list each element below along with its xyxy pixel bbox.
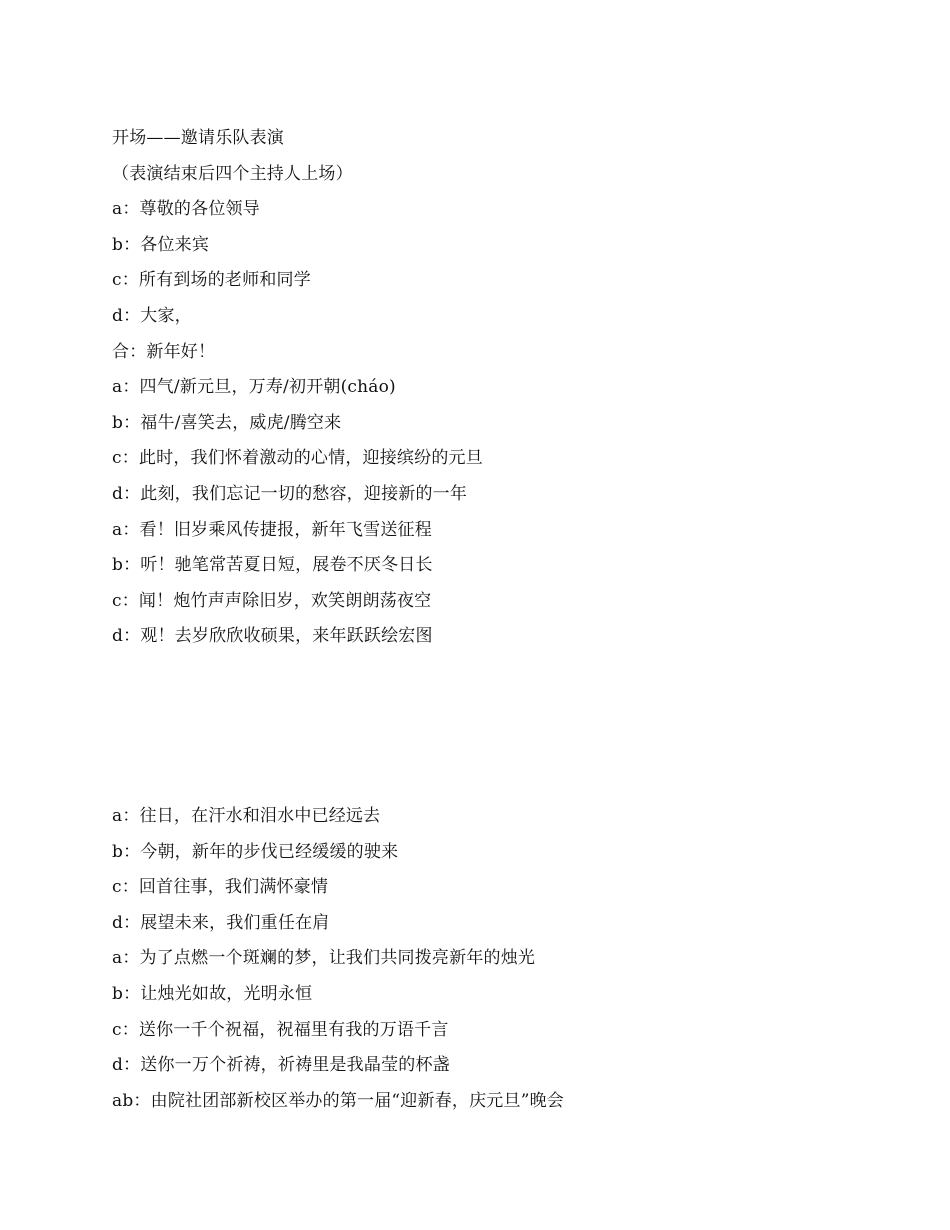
script-line: a：为了点燃一个斑斓的梦，让我们共同拨亮新年的烛光 xyxy=(112,948,536,969)
script-section-opening xyxy=(112,124,872,658)
script-line: c：闻！炮竹声声除旧岁，欢笑朗朗荡夜空 xyxy=(112,590,432,611)
script-line: a：看！旧岁乘风传捷报，新年飞雪送征程 xyxy=(112,519,432,540)
script-line: b：听！驰笔常苦夏日短，展卷不厌冬日长 xyxy=(112,555,433,576)
script-line: d：送你一万个祈祷，祈祷里是我晶莹的杯盏 xyxy=(112,1055,450,1076)
script-line: a：四气/新元旦，万寿/初开朝(cháo) xyxy=(112,377,396,398)
script-line: c：此时，我们怀着激动的心情，迎接缤纷的元旦 xyxy=(112,448,483,469)
script-line: b：让烛光如故，光明永恒 xyxy=(112,983,313,1004)
script-line: b：福牛/喜笑去，威虎/腾空来 xyxy=(112,412,342,433)
script-section-continued xyxy=(112,802,872,1122)
script-line: c：回首往事，我们满怀豪情 xyxy=(112,877,329,898)
script-line: b：今朝，新年的步伐已经缓缓的驶来 xyxy=(112,841,399,862)
script-line: c：送你一千个祝福，祝福里有我的万语千言 xyxy=(112,1019,449,1040)
script-line: a：尊敬的各位领导 xyxy=(112,199,260,220)
script-line: a：往日，在汗水和泪水中已经远去 xyxy=(112,806,381,826)
script-line: b：各位来宾 xyxy=(112,234,210,255)
script-line: d：此刻，我们忘记一切的愁容，迎接新的一年 xyxy=(112,483,468,504)
script-line: 合：新年好！ xyxy=(112,341,216,362)
script-line: ab：由院社团部新校区举办的第一届“迎新春，庆元旦”晚会 xyxy=(112,1090,564,1111)
script-line: d：展望未来，我们重任在肩 xyxy=(112,912,330,933)
script-line: 开场——邀请乐队表演 xyxy=(112,128,284,148)
script-line: d：大家， xyxy=(112,305,192,326)
script-line: d：观！去岁欣欣收硕果，来年跃跃绘宏图 xyxy=(112,626,433,647)
script-line: （表演结束后四个主持人上场） xyxy=(112,163,353,184)
script-line: c：所有到场的老师和同学 xyxy=(112,270,311,291)
